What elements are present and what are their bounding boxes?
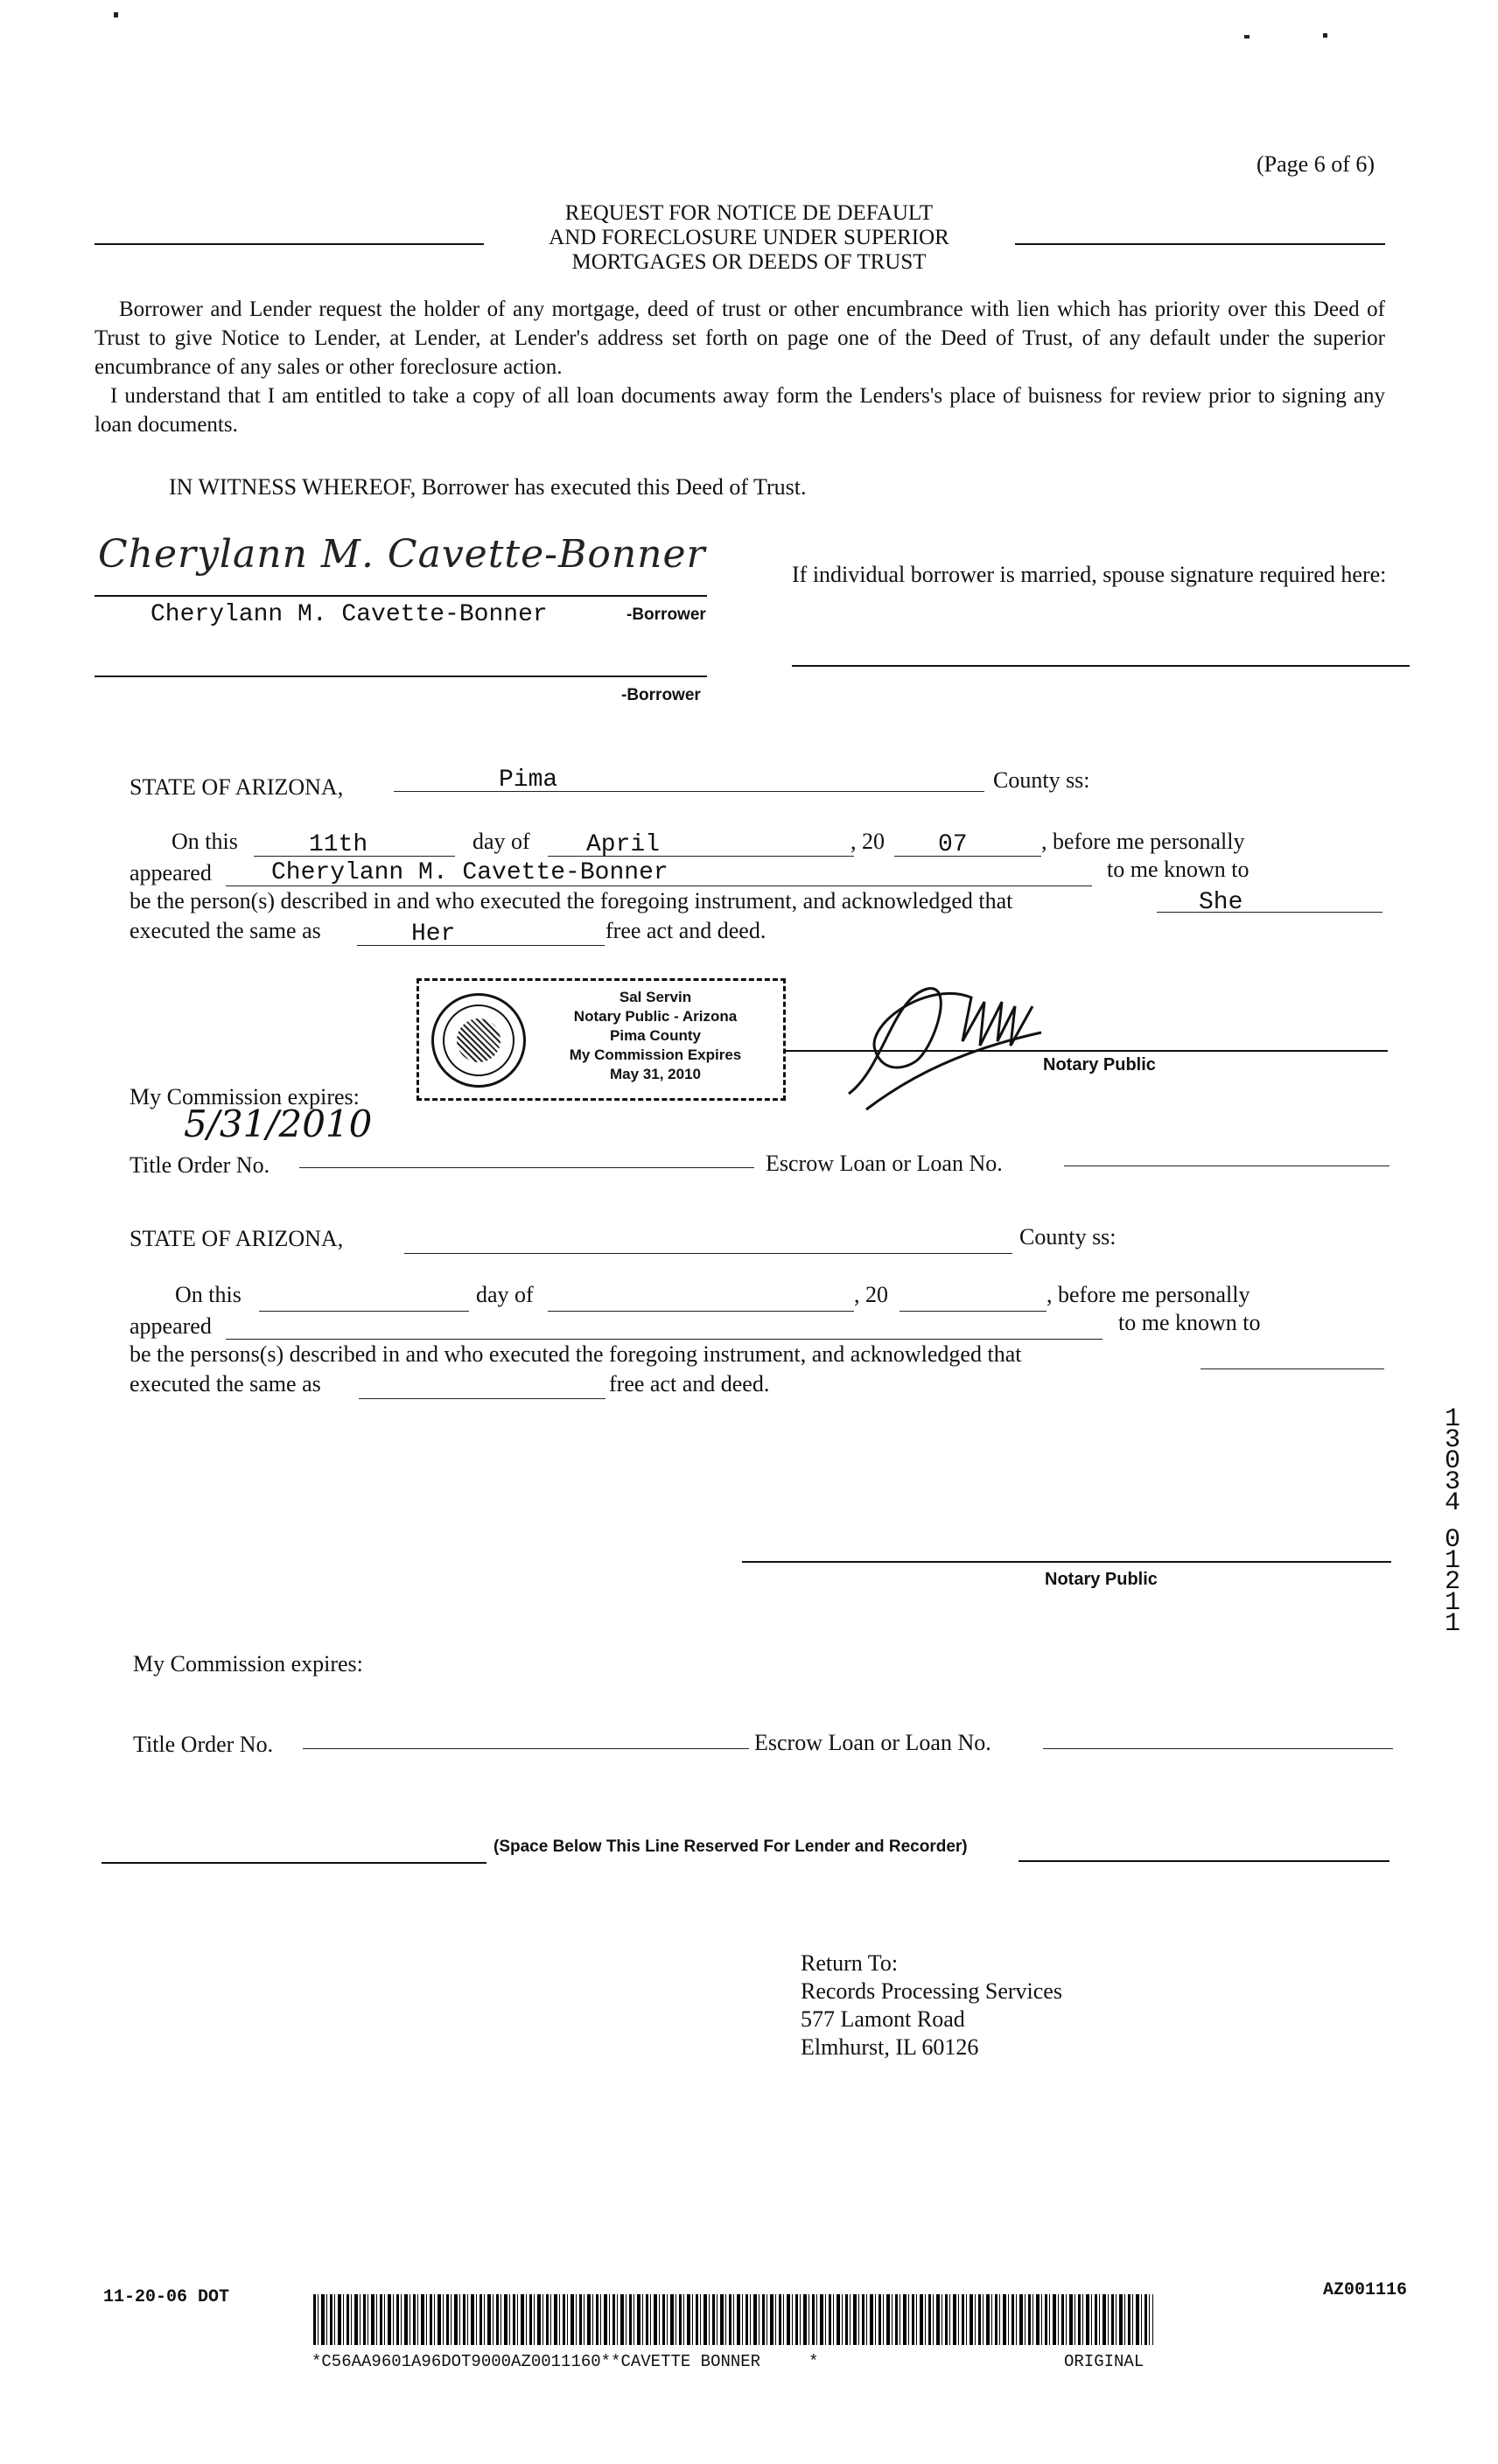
ack1-county-value: Pima <box>499 766 558 794</box>
borrower-signature: Cherylann M. Cavette-Bonner <box>98 532 706 577</box>
ack1-on-this: On this <box>172 829 238 854</box>
return-to-line-2: 577 Lamont Road <box>801 2006 965 2032</box>
ack2-free-act: free act and deed. <box>609 1371 770 1396</box>
stamp-title: Notary Public - Arizona <box>573 1008 738 1025</box>
ack1-free-act: free act and deed. <box>606 918 766 943</box>
document-id: AZ001116 <box>1323 2280 1408 2300</box>
notary-stamp <box>416 978 786 1101</box>
ack1-day-value: 11th <box>309 831 368 858</box>
ack1-be-the: be the person(s) described in and who executed the foregoing instrument, and acknowledged that <box>130 888 1013 914</box>
ack1-before-me: , before me personally <box>1041 829 1245 854</box>
ack1-pronoun-line <box>1157 912 1382 913</box>
borrower-name: Cherylann M. Cavette-Bonner <box>150 601 548 628</box>
ack2-month-line <box>548 1311 854 1312</box>
page-number: (Page 6 of 6) <box>1256 151 1376 177</box>
recorder-rule-right <box>1018 1860 1390 1862</box>
title-rule-left <box>94 243 484 245</box>
ack1-notary-line <box>786 1050 1388 1052</box>
ack1-known-to: to me known to <box>1107 857 1250 882</box>
original-label: ORIGINAL <box>1064 2352 1144 2371</box>
ack2-pronoun-line <box>1200 1368 1384 1369</box>
return-to-line-1: Records Processing Services <box>801 1978 1062 2004</box>
title-line-1: REQUEST FOR NOTICE DE DEFAULT <box>564 201 934 225</box>
ack2-before-me: , before me personally <box>1046 1282 1250 1307</box>
ack2-act-line <box>359 1398 606 1399</box>
title-rule-right <box>1015 243 1385 245</box>
ack1-commission-value: 5/31/2010 <box>184 1102 373 1145</box>
ack1-month-value: April <box>586 831 661 858</box>
ack1-escrow: Escrow Loan or Loan No. <box>766 1151 1003 1176</box>
ack1-executed-same: executed the same as <box>130 918 321 943</box>
ack2-day-line <box>259 1311 469 1312</box>
borrower-signature-line <box>94 595 707 597</box>
ack1-notary-label: Notary Public <box>1043 1055 1156 1074</box>
ack2-state: STATE OF ARIZONA, <box>130 1226 344 1251</box>
ack1-state: STATE OF ARIZONA, <box>130 774 344 800</box>
ack2-be-the: be the persons(s) described in and who executed the foregoing instrument, and acknowledged that <box>130 1341 1022 1367</box>
ack2-day-of: day of <box>476 1282 534 1307</box>
title-line-3: MORTGAGES OR DEEDS OF TRUST <box>571 250 927 274</box>
ack2-appeared: appeared <box>130 1313 212 1339</box>
borrower2-signature-line <box>94 676 707 677</box>
ack1-act-value: Her <box>411 920 456 948</box>
ack2-county-label: County ss: <box>1019 1224 1116 1250</box>
stamp-name: Sal Servin <box>619 989 692 1005</box>
return-to-label: Return To: <box>801 1950 899 1976</box>
barcode-icon <box>313 2294 1153 2345</box>
ack2-known-to: to me known to <box>1118 1310 1261 1335</box>
borrower2-label: -Borrower <box>621 686 701 704</box>
scan-speck <box>1244 35 1250 38</box>
return-to-line-3: Elmhurst, IL 60126 <box>801 2034 979 2060</box>
ack2-appeared-line <box>226 1339 1102 1340</box>
ack2-notary-label: Notary Public <box>1045 1570 1158 1589</box>
title-line-2: AND FORECLOSURE UNDER SUPERIOR <box>549 226 949 249</box>
ack1-year-line <box>894 856 1041 857</box>
scan-speck <box>1323 33 1327 38</box>
recorder-rule-left <box>102 1862 486 1864</box>
form-code: 11-20-06 DOT <box>103 2287 230 2307</box>
ack2-notary-line <box>742 1561 1391 1563</box>
ack1-title-order: Title Order No. <box>130 1152 270 1178</box>
ack1-appeared-value: Cherylann M. Cavette-Bonner <box>271 859 668 886</box>
paragraph-copy-docs: I understand that I am entitled to take a copy of all loan documents away form the Lenders's place of buisness for review prior to signing any loan documents. <box>94 384 1385 437</box>
recorder-reserved-note: (Space Below This Line Reserved For Lender and Recorder) <box>494 1838 968 1856</box>
ack1-commission-label: My Commission expires: <box>130 1084 360 1110</box>
spouse-signature-note: If individual borrower is married, spouse signature required here: <box>792 562 1387 587</box>
ack1-year-prefix: , 20 <box>850 829 885 854</box>
witness-statement: IN WITNESS WHEREOF, Borrower has executed this Deed of Trust. <box>169 474 807 500</box>
ack2-commission-label: My Commission expires: <box>133 1651 363 1676</box>
stamp-county: Pima County <box>610 1027 701 1044</box>
ack2-title-order: Title Order No. <box>133 1732 274 1757</box>
ack1-county-label: County ss: <box>993 767 1090 793</box>
ack1-pronoun-value: She <box>1199 889 1243 916</box>
ack2-title-order-line <box>303 1748 749 1749</box>
borrower-label: -Borrower <box>626 606 706 624</box>
stamp-expires-label: My Commission Expires <box>569 1046 742 1063</box>
ack1-title-order-line <box>299 1167 754 1168</box>
arizona-seal-icon <box>431 993 526 1088</box>
ack2-year-line <box>900 1311 1046 1312</box>
ack2-escrow: Escrow Loan or Loan No. <box>754 1730 991 1755</box>
side-reference-number: 1 3 0 3 4 0 1 2 1 1 <box>1444 1404 1460 1639</box>
ack1-year-value: 07 <box>938 831 968 858</box>
ack1-county-line <box>394 791 984 792</box>
ack1-appeared: appeared <box>130 860 212 886</box>
stamp-expires-date: May 31, 2010 <box>610 1066 701 1082</box>
scan-speck <box>114 12 118 18</box>
paragraph-notice: Borrower and Lender request the holder of any mortgage, deed of trust or other encumbrance with lien which has priority over this Deed of Trust to give Notice to Lender, at Lender, at Lender's address set forth on page one of the Deed of Trust, of any default under the superior encumbrance of any sales or other foreclosure action. <box>94 298 1385 379</box>
barcode-star: * <box>808 2352 819 2371</box>
ack2-on-this: On this <box>175 1282 242 1307</box>
barcode-text: *C56AA9601A96DOT9000AZ0011160**CAVETTE BONNER <box>312 2352 761 2371</box>
ack2-year-prefix: , 20 <box>854 1282 888 1307</box>
ack2-county-line <box>404 1253 1012 1254</box>
ack1-day-of: day of <box>472 829 530 854</box>
ack1-act-line <box>357 945 605 946</box>
notary-signature <box>831 962 1085 1120</box>
spouse-signature-line <box>792 665 1410 667</box>
ack2-escrow-line <box>1043 1748 1393 1749</box>
ack2-executed-same: executed the same as <box>130 1371 321 1396</box>
